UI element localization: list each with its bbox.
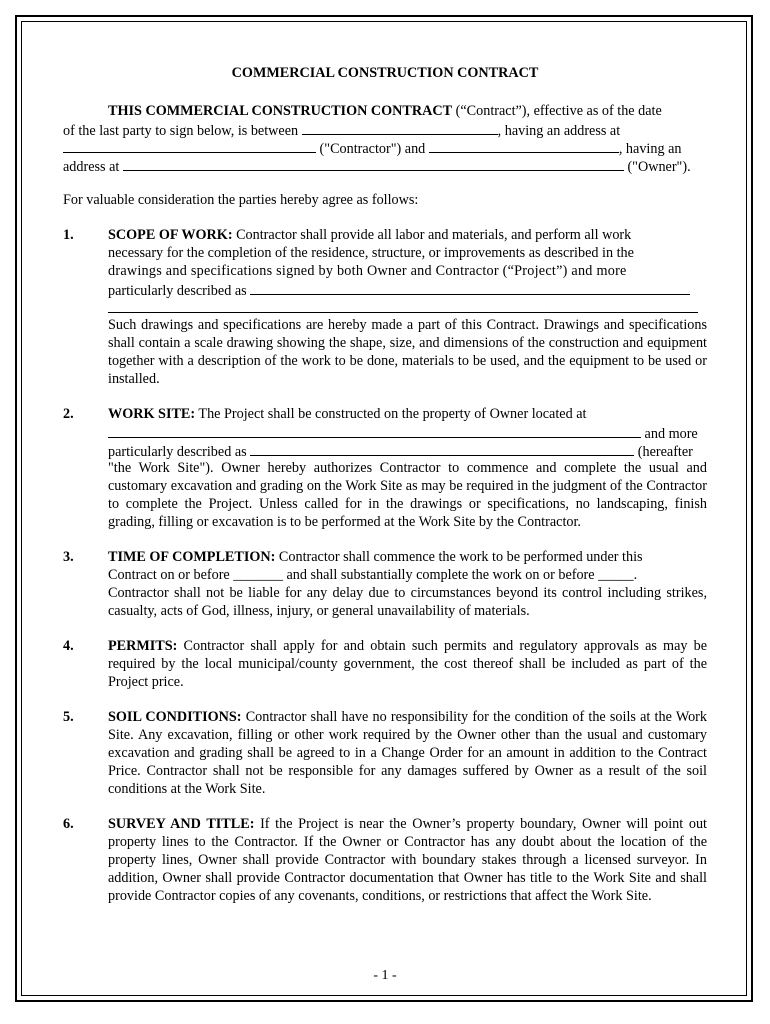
document-page bbox=[63, 62, 707, 905]
section-survey-and-title bbox=[63, 815, 707, 905]
section-body: Contractor shall have no responsibility for the condition of the soils at the Work Site. Any excavation, filling or other work required by the Owner other than the usual and customary excavation and grading shall be agreed to in a Change Order for an amount in addition to the Contract Price. Contractor shall not be responsible for any damages suffered by Owner as a result of the soil conditions at the Work Site. bbox=[108, 709, 707, 797]
section-number: 6. bbox=[63, 816, 74, 832]
section-heading: PERMITS: bbox=[108, 638, 178, 654]
section-soil-conditions bbox=[63, 708, 707, 798]
intro-line2-start: of the last party to sign below, is between bbox=[63, 123, 302, 139]
section-heading: SURVEY AND TITLE: bbox=[108, 816, 255, 832]
section-time-of-completion bbox=[63, 548, 707, 620]
section-heading: TIME OF COMPLETION: bbox=[108, 549, 276, 565]
section-text: Contractor shall provide all labor and materials, and perform all work bbox=[232, 227, 632, 243]
section-text: The Project shall be constructed on the property of Owner located at bbox=[195, 406, 587, 422]
contractor-address-blank[interactable] bbox=[63, 138, 316, 153]
intro-lead: THIS COMMERCIAL CONSTRUCTION CONTRACT bbox=[108, 103, 453, 119]
section-text: necessary for the completion of the residence, structure, or improvements as described in the bbox=[108, 245, 634, 261]
intro-line1: (“Contract”), effective as of the date bbox=[452, 103, 662, 119]
section-text: Contract on or before _______ and shall substantially complete the work on or before _____. bbox=[108, 567, 638, 583]
intro-line3-mid: ("Contractor") and bbox=[316, 141, 429, 157]
section-heading: WORK SITE: bbox=[108, 406, 196, 422]
section-text: particularly described as bbox=[108, 283, 251, 299]
section-permits bbox=[63, 637, 707, 691]
section-text: particularly described as bbox=[108, 444, 251, 460]
section-number: 1. bbox=[63, 227, 74, 243]
section-text: and more bbox=[641, 426, 698, 442]
section-work-site bbox=[63, 405, 707, 531]
section-body: "the Work Site"). Owner hereby authorizes Contractor to commence and complete the usual and customary excavation and grading on the Work Site as may be required in the judgment of the Contractor to complete the Project. Unless called for in the drawings or specifications, no landscaping, finish grading, filling or excavation is to be performed at the Work Site by the Contractor. bbox=[108, 460, 707, 530]
intro-line3-end: , having an bbox=[618, 141, 682, 157]
section-text: (hereafter bbox=[634, 444, 693, 460]
section-body: Contractor shall not be liable for any delay due to circumstances beyond its control including strikes, casualty, acts of God, illness, injury, or general unavailability of materials. bbox=[108, 585, 707, 619]
section-text: Contractor shall commence the work to be performed under this bbox=[275, 549, 643, 565]
owner-address-blank[interactable] bbox=[123, 156, 624, 171]
section-heading: SOIL CONDITIONS: bbox=[108, 709, 242, 725]
intro-line4-end: ("Owner"). bbox=[623, 159, 691, 175]
contractor-name-blank[interactable] bbox=[302, 120, 498, 135]
section-number: 5. bbox=[63, 709, 74, 725]
section-number: 4. bbox=[63, 638, 74, 654]
owner-name-blank[interactable] bbox=[429, 138, 619, 153]
project-description-blank-2[interactable] bbox=[108, 298, 698, 313]
consideration-text: For valuable consideration the parties hereby agree as follows: bbox=[63, 192, 419, 208]
section-body: If the Project is near the Owner’s property boundary, Owner will point out property lines to the Contractor. If the Owner or Contractor has any doubt about the location of the property lines, Owner shall provide Contractor with boundary stakes through a licensed surveyor. In addition, Owner shall provide Contractor documentation that Owner has title to the Work Site and shall provide Contractor copies of any covenants, conditions, or restrictions that affect the Work Site. bbox=[108, 816, 707, 904]
section-scope-of-work bbox=[63, 226, 707, 388]
work-site-location-blank[interactable] bbox=[108, 423, 641, 438]
work-site-description-blank[interactable] bbox=[250, 441, 634, 456]
project-description-blank[interactable] bbox=[250, 280, 690, 295]
page-number: - 1 - bbox=[373, 968, 397, 983]
section-heading: SCOPE OF WORK: bbox=[108, 227, 233, 243]
section-number: 2. bbox=[63, 406, 74, 422]
intro-paragraph bbox=[63, 102, 707, 174]
section-number: 3. bbox=[63, 549, 74, 565]
section-text: drawings and specifications signed by both Owner and Contractor (“Project”) and more bbox=[108, 263, 627, 279]
section-body: Such drawings and specifications are hereby made a part of this Contract. Drawings and specifications shall contain a scale drawing showing the shape, size, and dimensions of the construction and equipment together with a description of the work to be done, materials to be used, and the equipment to be used or installed. bbox=[108, 317, 707, 387]
intro-line2-end: , having an address at bbox=[497, 123, 621, 139]
section-body: Contractor shall apply for and obtain such permits and regulatory approvals as may be required by the local municipal/county government, the cost thereof shall be included as part of the Project price. bbox=[108, 638, 707, 690]
intro-line4-start: address at bbox=[63, 159, 123, 175]
document-title: COMMERCIAL CONSTRUCTION CONTRACT bbox=[231, 65, 539, 81]
